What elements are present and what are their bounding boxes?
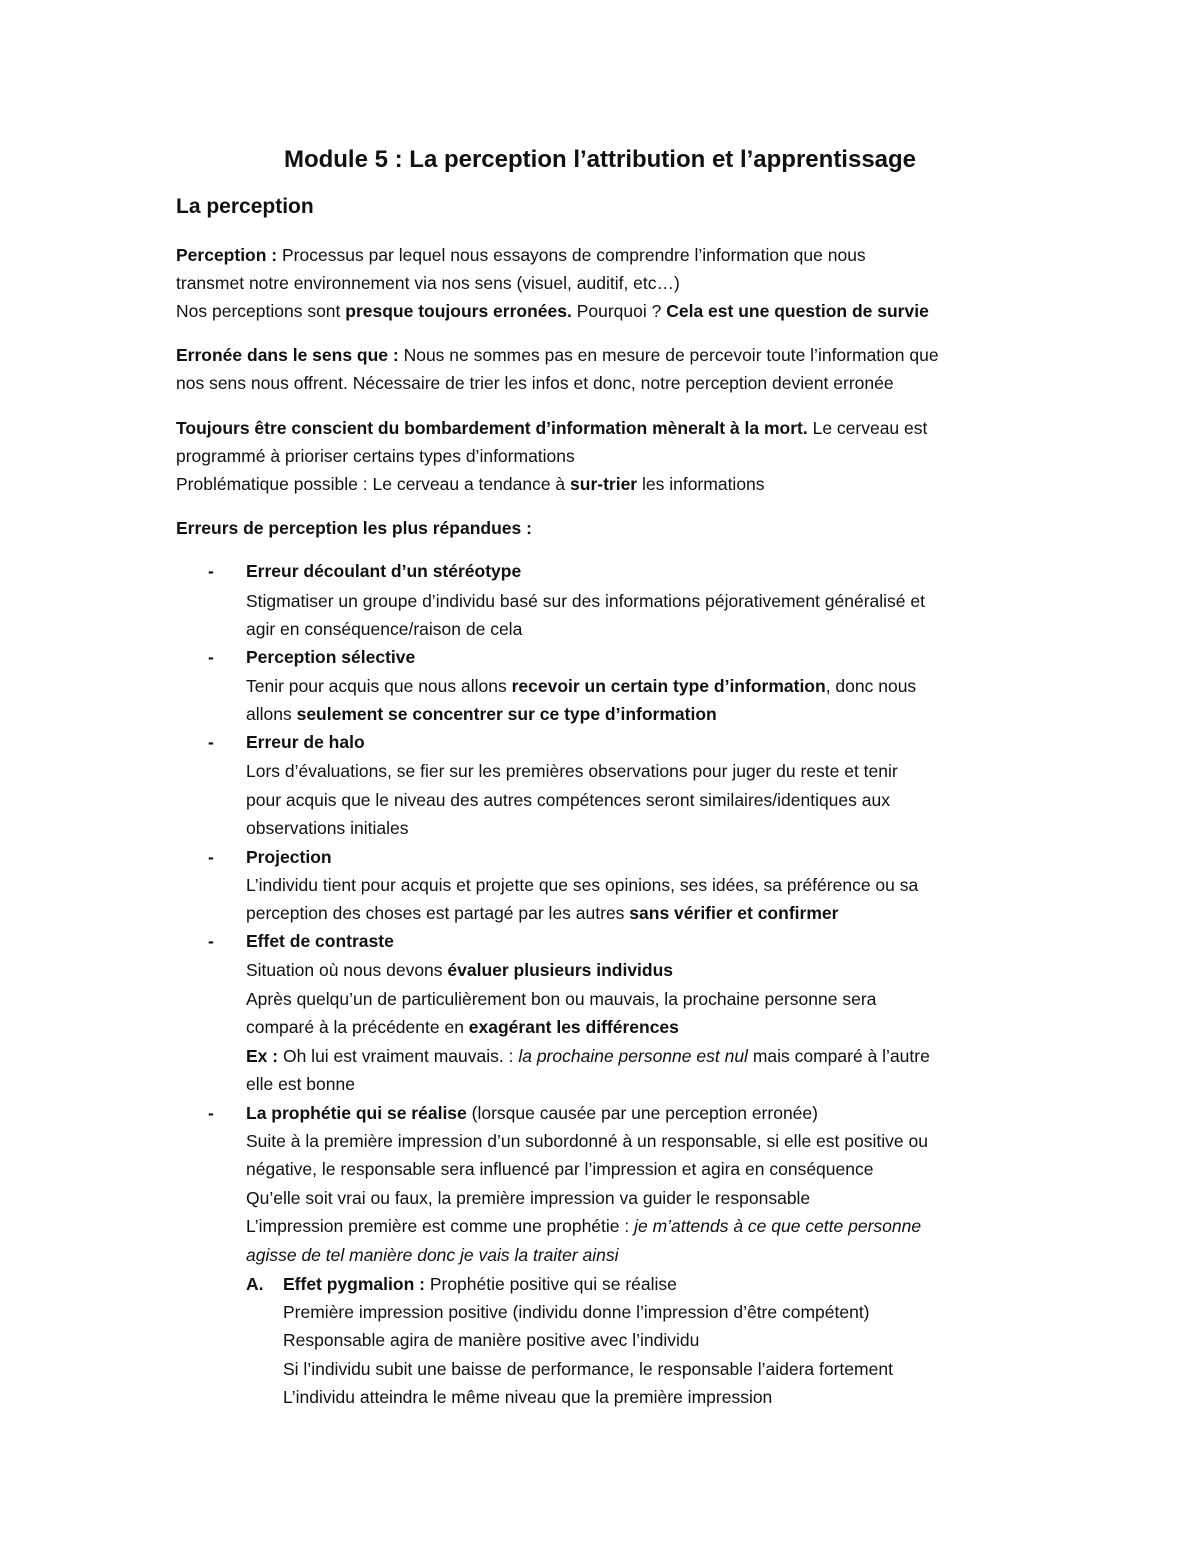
bullet-dash: -	[208, 647, 214, 667]
pygmalion-title-suffix: Prophétie positive qui se réalise	[424, 1274, 677, 1294]
perception-def-a: Processus par lequel nous essayons de comprendre l’information que nous	[277, 245, 866, 265]
bullet-dash: -	[208, 847, 214, 867]
contrast-l3a: comparé à la précédente en	[246, 1017, 469, 1037]
selective-l1b: recevoir un certain type d’information	[511, 676, 826, 696]
selective-title-text: Perception sélective	[246, 647, 416, 667]
selective-l1a: Tenir pour acquis que nous allons	[246, 676, 512, 696]
selective-line-1	[246, 672, 916, 700]
item-selective-title	[246, 643, 415, 671]
toujours-c1: Problématique possible : Le cerveau a tendance à	[176, 474, 571, 494]
item-projection-title	[246, 843, 332, 871]
contrast-l1b: évaluer plusieurs individus	[447, 960, 674, 980]
prophecy-line-5	[246, 1241, 619, 1269]
stereotype-title-text: Erreur découlant d’un stéréotype	[246, 561, 522, 581]
selective-line-2	[246, 700, 717, 728]
bullet-dash: -	[208, 732, 214, 752]
toujours-a: Le cerveau est	[807, 418, 928, 438]
erronee-line-1	[176, 341, 939, 369]
p1-l3-b: presque toujours erronées.	[345, 301, 572, 321]
pygmalion-line-3: Si l’individu subit une baisse de performance, le responsable l’aidera fortement	[283, 1359, 893, 1379]
selective-l2b: seulement se concentrer sur ce type d’information	[296, 704, 717, 724]
toujours-line-1	[176, 414, 927, 442]
pygmalion-line-4: L’individu atteindra le même niveau que la première impression	[283, 1387, 773, 1407]
pygmalion-line-1: Première impression positive (individu donne l’impression d’être compétent)	[283, 1302, 870, 1322]
perception-definition-line-3	[176, 297, 929, 325]
list-marker-a: A.	[246, 1274, 264, 1294]
prophecy-line-2: négative, le responsable sera influencé par l’impression et agira en conséquence	[246, 1159, 874, 1179]
projection-line-2	[246, 899, 838, 927]
section-heading-perception: La perception	[176, 195, 314, 218]
contrast-line-5: elle est bonne	[246, 1074, 355, 1094]
bullet-dash: -	[208, 561, 214, 581]
term-erronee: Erronée dans le sens que :	[176, 345, 399, 365]
prophecy-title-suffix: (lorsque causée par une perception erronée)	[466, 1103, 818, 1123]
prophecy-l4a: L’impression première est comme une prophétie :	[246, 1216, 635, 1236]
selective-l2a: allons	[246, 704, 297, 724]
bullet-dash: -	[208, 931, 214, 951]
pygmalion-line-2: Responsable agira de manière positive avec l’individu	[283, 1330, 700, 1350]
prophecy-line-4	[246, 1212, 921, 1240]
prophecy-l4b: je m’attends à ce que cette personne	[634, 1216, 922, 1236]
halo-line-2: pour acquis que le niveau des autres compétences seront similaires/identiques aux	[246, 790, 890, 810]
pygmalion-title-text: Effet pygmalion :	[283, 1274, 425, 1294]
contrast-l4b: Oh lui est vraiment mauvais. :	[278, 1046, 519, 1066]
toujours-c2: sur-trier	[570, 474, 638, 494]
projection-l2b: sans vérifier et confirmer	[629, 903, 839, 923]
contrast-l4c: la prochaine personne est nul	[518, 1046, 748, 1066]
errors-heading-text: Erreurs de perception les plus répandues :	[176, 518, 532, 538]
bullet-dash: -	[208, 1103, 214, 1123]
p1-l3-d: Cela est une question de survie	[666, 301, 929, 321]
contrast-l4d: mais comparé à l’autre	[747, 1046, 930, 1066]
p1-l3-c: Pourquoi ?	[571, 301, 667, 321]
item-contrast-title	[246, 927, 394, 955]
perception-definition-line-1	[176, 241, 866, 269]
item-halo-title	[246, 728, 365, 756]
contrast-l3b: exagérant les différences	[468, 1017, 679, 1037]
halo-line-3: observations initiales	[246, 818, 409, 838]
prophecy-line-3: Qu’elle soit vrai ou faux, la première impression va guider le responsable	[246, 1188, 811, 1208]
p1-l3-a: Nos perceptions sont	[176, 301, 346, 321]
prophecy-title-text: La prophétie qui se réalise	[246, 1103, 467, 1123]
toujours-bold: Toujours être conscient du bombardement d’information mèneralt à la mort.	[176, 418, 808, 438]
prophecy-line-1: Suite à la première impression d’un subordonné à un responsable, si elle est positive ou	[246, 1131, 928, 1151]
halo-title-text: Erreur de halo	[246, 732, 365, 752]
toujours-line-2: programmé à prioriser certains types d’informations	[176, 446, 575, 466]
erronee-a: Nous ne sommes pas en mesure de percevoir toute l’information que	[398, 345, 939, 365]
selective-l1c: , donc nous	[825, 676, 917, 696]
contrast-line-3	[246, 1013, 679, 1041]
prophecy-l5: agisse de tel manière donc je vais la traiter ainsi	[246, 1245, 619, 1265]
stereotype-line-1: Stigmatiser un groupe d’individu basé sur des informations péjorativement généralisé et	[246, 591, 925, 611]
item-prophecy-title	[246, 1099, 818, 1127]
projection-title-text: Projection	[246, 847, 332, 867]
stereotype-line-2: agir en conséquence/raison de cela	[246, 619, 523, 639]
contrast-line-4	[246, 1042, 930, 1070]
projection-l2a: perception des choses est partagé par les autres	[246, 903, 630, 923]
toujours-line-3	[176, 470, 765, 498]
contrast-l1a: Situation où nous devons	[246, 960, 448, 980]
contrast-title-text: Effet de contraste	[246, 931, 394, 951]
contrast-l4a: Ex :	[246, 1046, 279, 1066]
document-title: Module 5 : La perception l’attribution et l’apprentissage	[283, 146, 917, 173]
item-stereotype-title	[246, 557, 521, 585]
toujours-c3: les informations	[637, 474, 765, 494]
projection-line-1: L’individu tient pour acquis et projette que ses opinions, ses idées, sa préférence ou sa	[246, 875, 919, 895]
term-perception: Perception :	[176, 245, 278, 265]
item-pygmalion-title	[283, 1270, 677, 1298]
erronee-line-2: nos sens nous offrent. Nécessaire de trier les infos et donc, notre perception devient erronée	[176, 373, 894, 393]
halo-line-1: Lors d’évaluations, se fier sur les premières observations pour juger du reste et tenir	[246, 761, 898, 781]
contrast-line-2: Après quelqu’un de particulièrement bon ou mauvais, la prochaine personne sera	[246, 989, 877, 1009]
errors-heading	[176, 514, 532, 542]
contrast-line-1	[246, 956, 673, 984]
perception-definition-line-2: transmet notre environnement via nos sens (visuel, auditif, etc…)	[176, 273, 680, 293]
